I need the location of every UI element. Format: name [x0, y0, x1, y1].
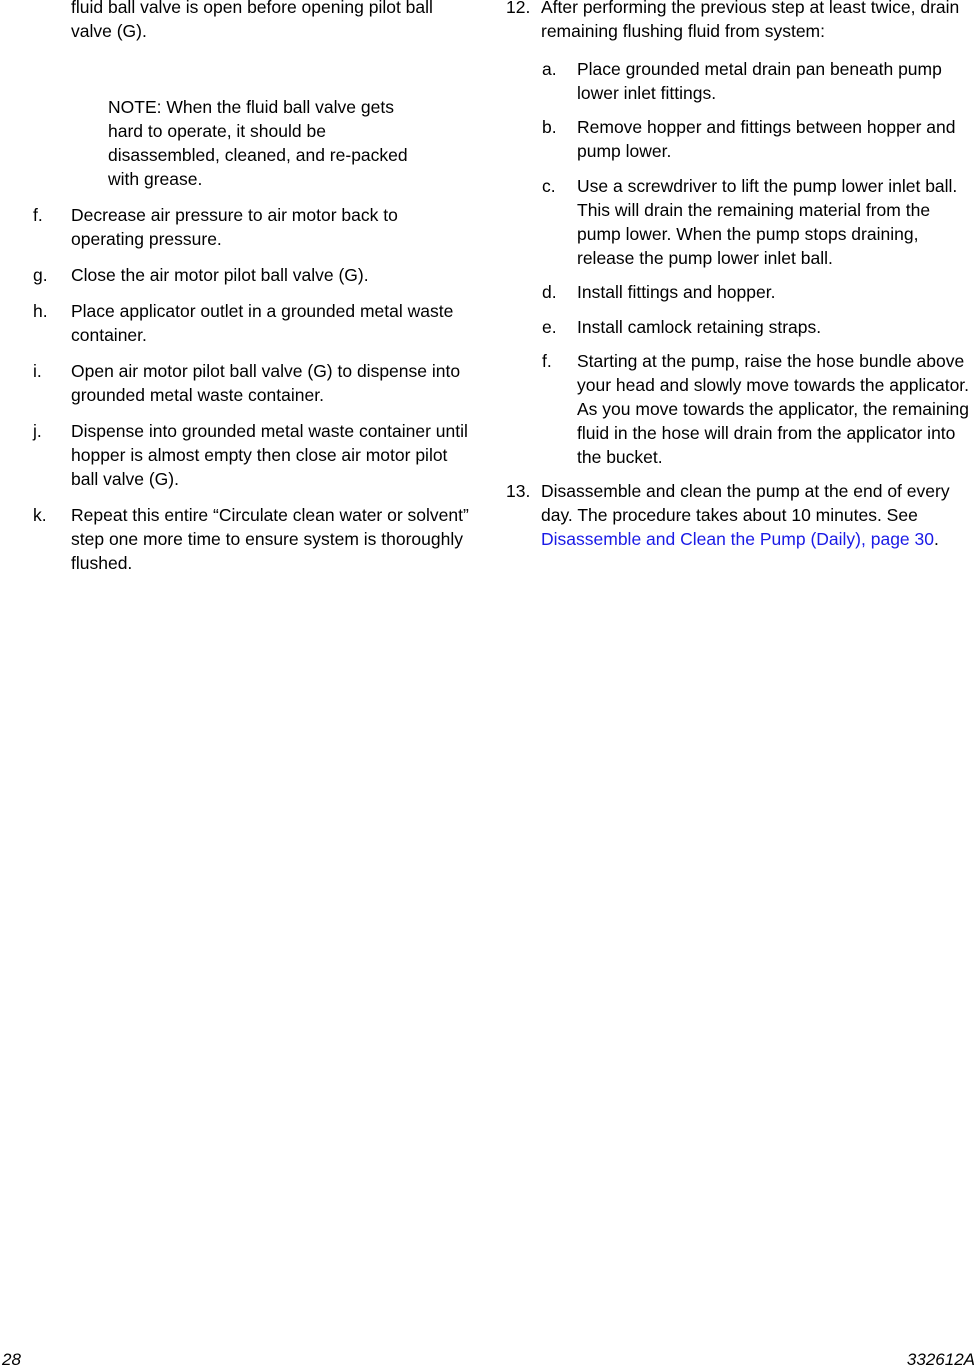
item-label: f. — [33, 205, 43, 225]
step-13-period: . — [933, 529, 939, 549]
item-text: Open air motor pilot ball valve (G) to dispense into grounded metal waste container. — [71, 361, 461, 405]
item-text: Install camlock retaining straps. — [577, 317, 822, 337]
item-text: Close the air motor pilot ball valve (G). — [71, 265, 369, 285]
item-label: h. — [33, 301, 48, 321]
item-text: Dispense into grounded metal waste container until hopper is almost empty then close air motor pilot ball valve (G). — [71, 421, 468, 489]
item-text: Place applicator outlet in a grounded metal waste container. — [71, 301, 454, 345]
item-text: Use a screwdriver to lift the pump lower inlet ball. This will drain the remaining material from the pump lower. When the pump stops draining, release the pump lower inlet ball. — [577, 176, 958, 268]
cross-reference-link[interactable]: Disassemble and Clean the Pump (Daily), page 30 — [541, 529, 934, 549]
item-text: Decrease air pressure to air motor back to operating pressure. — [71, 205, 398, 249]
step-label: 13. — [506, 481, 531, 501]
step-label: 12. — [506, 0, 531, 17]
continuation-text: fluid ball valve is open before opening pilot ball valve (G). — [71, 0, 433, 41]
item-label: e. — [542, 317, 557, 337]
document-id: 332612A — [906, 1350, 975, 1369]
item-label: c. — [542, 176, 556, 196]
item-label: i. — [33, 361, 42, 381]
item-label: f. — [542, 351, 552, 371]
step-13-text: Disassemble and clean the pump at the end of every day. The procedure takes about 10 minutes. See — [541, 481, 950, 525]
item-label: a. — [542, 59, 557, 79]
item-label: d. — [542, 282, 557, 302]
item-label: j. — [33, 421, 42, 441]
item-text: Install fittings and hopper. — [577, 282, 776, 302]
note: NOTE: When the fluid ball valve gets hard to operate, it should be disassembled, cleaned, and re-packed with grease. — [108, 97, 408, 189]
item-label: g. — [33, 265, 48, 285]
item-label: b. — [542, 117, 557, 137]
page-number: 28 — [2, 1350, 21, 1369]
item-text: Place grounded metal drain pan beneath pump lower inlet fittings. — [577, 59, 942, 103]
item-text: Starting at the pump, raise the hose bundle above your head and slowly move towards the applicator. As you move towards the applicator, the remaining fluid in the hose will drain from the applicator into the bucket. — [577, 351, 970, 467]
step-text — [541, 479, 975, 551]
item-label: k. — [33, 505, 47, 525]
item-text: Remove hopper and fittings between hopper and pump lower. — [577, 117, 956, 161]
step-text: After performing the previous step at least twice, drain remaining flushing fluid from system: — [541, 0, 960, 41]
item-text: Repeat this entire “Circulate clean water or solvent” step one more time to ensure system is thoroughly flushed. — [71, 505, 469, 573]
